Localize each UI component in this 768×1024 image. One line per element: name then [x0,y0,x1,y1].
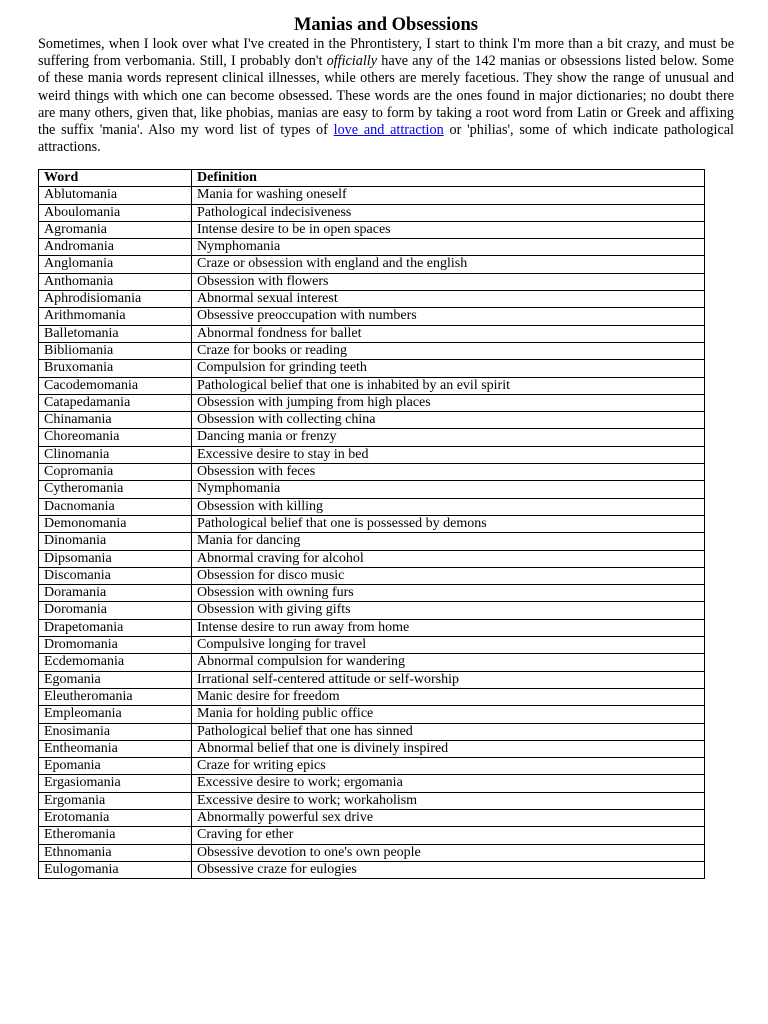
definition-cell: Abnormal belief that one is divinely inspired [192,740,705,757]
definition-cell: Craze for books or reading [192,342,705,359]
table-row [39,619,705,636]
definition-cell: Craving for ether [192,827,705,844]
definition-cell: Obsessive craze for eulogies [192,861,705,878]
definition-cell: Obsession with killing [192,498,705,515]
definition-cell: Excessive desire to work; workaholism [192,792,705,809]
page-title: Manias and Obsessions [293,15,479,35]
word-cell: Copromania [39,464,192,481]
table-row [39,239,705,256]
word-cell: Balletomania [39,325,192,342]
word-cell: Erotomania [39,809,192,826]
header-definition: Definition [192,170,705,187]
table-header-row [39,170,705,187]
definition-cell: Compulsive longing for travel [192,637,705,654]
word-cell: Dinomania [39,533,192,550]
intro-text-1: Sometimes, when I look over what I've created in the Phrontistery, I start to think I'm more than a bit crazy, and must be suffering from verbomania. Still, I probably don't [38,36,734,70]
definition-cell: Excessive desire to work; ergomania [192,775,705,792]
definition-cell: Pathological belief that one is inhabited by an evil spirit [192,377,705,394]
definition-cell: Obsession with feces [192,464,705,481]
word-cell: Doromania [39,602,192,619]
table-row [39,412,705,429]
definition-cell: Compulsion for grinding teeth [192,360,705,377]
definition-cell: Excessive desire to stay in bed [192,446,705,463]
table-row [39,204,705,221]
word-cell: Ecdemomania [39,654,192,671]
definition-cell: Manic desire for freedom [192,688,705,705]
table-row [39,221,705,238]
intro-emphasis: officially [326,53,378,70]
table-row [39,654,705,671]
definition-cell: Obsession with owning furs [192,585,705,602]
intro-text-3: or 'philias', some of which indicate pathological attractions. [38,122,734,156]
word-cell: Chinamania [39,412,192,429]
table-row [39,567,705,584]
intro-text-2: have any of the 142 manias or obsessions listed below. Some of these mania words represent clinical illnesses, while others are merely facetious. They show the range of unusual and weird things with which one can become obsessed. These words are the ones found in major dictionaries; no doubt there are many others, given that, like phobias, manias are easy to form by taking a root word from Latin or Greek and affixing the suffix 'mania'. Also my word list of types of [38,53,734,139]
table-row [39,342,705,359]
definition-cell: Craze or obsession with england and the english [192,256,705,273]
table-row [39,481,705,498]
table-row [39,706,705,723]
definition-cell: Intense desire to be in open spaces [192,221,705,238]
table-row [39,671,705,688]
word-cell: Ergasiomania [39,775,192,792]
document-page [38,14,734,156]
table-row [39,498,705,515]
definition-cell: Mania for dancing [192,533,705,550]
table-row [39,464,705,481]
word-cell: Ergomania [39,792,192,809]
definition-cell: Obsession with giving gifts [192,602,705,619]
word-cell: Etheromania [39,827,192,844]
definition-cell: Pathological indecisiveness [192,204,705,221]
header-word: Word [39,170,192,187]
word-cell: Aphrodisiomania [39,291,192,308]
table-row [39,861,705,878]
table-row [39,446,705,463]
table-body [39,187,705,879]
word-cell: Catapedamania [39,394,192,411]
definition-cell: Obsession with collecting china [192,412,705,429]
word-cell: Drapetomania [39,619,192,636]
table-row [39,515,705,532]
table-row [39,394,705,411]
table-row [39,827,705,844]
table-row [39,792,705,809]
word-cell: Ablutomania [39,187,192,204]
word-cell: Bibliomania [39,342,192,359]
word-cell: Cacodemomania [39,377,192,394]
table-row [39,429,705,446]
definition-cell: Abnormal sexual interest [192,291,705,308]
word-cell: Clinomania [39,446,192,463]
table-row [39,809,705,826]
definition-cell: Obsession with flowers [192,273,705,290]
table-row [39,844,705,861]
definition-cell: Obsession for disco music [192,567,705,584]
table-row [39,637,705,654]
word-cell: Andromania [39,239,192,256]
word-cell: Anglomania [39,256,192,273]
definition-cell: Craze for writing epics [192,758,705,775]
table-row [39,291,705,308]
table-row [39,377,705,394]
word-cell: Egomania [39,671,192,688]
definition-cell: Dancing mania or frenzy [192,429,705,446]
table-row [39,688,705,705]
word-cell: Anthomania [39,273,192,290]
word-cell: Agromania [39,221,192,238]
table-row [39,187,705,204]
word-cell: Epomania [39,758,192,775]
definition-cell: Abnormally powerful sex drive [192,809,705,826]
word-cell: Eulogomania [39,861,192,878]
table-row [39,723,705,740]
table-row [39,360,705,377]
table-row [39,325,705,342]
table-row [39,550,705,567]
word-cell: Dipsomania [39,550,192,567]
word-cell: Demonomania [39,515,192,532]
word-cell: Ethnomania [39,844,192,861]
definition-cell: Nymphomania [192,481,705,498]
love-and-attraction-link[interactable]: love and attraction [333,122,444,139]
table-row [39,308,705,325]
definition-cell: Mania for holding public office [192,706,705,723]
word-cell: Discomania [39,567,192,584]
word-cell: Aboulomania [39,204,192,221]
word-cell: Choreomania [39,429,192,446]
definition-cell: Pathological belief that one is possessed by demons [192,515,705,532]
table-row [39,775,705,792]
definition-cell: Abnormal craving for alcohol [192,550,705,567]
word-cell: Bruxomania [39,360,192,377]
definition-cell: Obsessive preoccupation with numbers [192,308,705,325]
word-cell: Cytheromania [39,481,192,498]
definition-cell: Mania for washing oneself [192,187,705,204]
definition-cell: Obsessive devotion to one's own people [192,844,705,861]
table-row [39,273,705,290]
word-cell: Arithmomania [39,308,192,325]
word-cell: Dacnomania [39,498,192,515]
table-row [39,602,705,619]
definition-cell: Irrational self-centered attitude or self-worship [192,671,705,688]
intro-paragraph [38,36,734,156]
word-cell: Entheomania [39,740,192,757]
word-cell: Enosimania [39,723,192,740]
table-row [39,758,705,775]
word-cell: Dromomania [39,637,192,654]
table-row [39,533,705,550]
table-row [39,256,705,273]
table-row [39,585,705,602]
definition-cell: Nymphomania [192,239,705,256]
definition-cell: Abnormal compulsion for wandering [192,654,705,671]
definition-cell: Abnormal fondness for ballet [192,325,705,342]
manias-table [38,169,705,879]
word-cell: Eleutheromania [39,688,192,705]
definition-cell: Pathological belief that one has sinned [192,723,705,740]
definition-cell: Obsession with jumping from high places [192,394,705,411]
table-row [39,740,705,757]
word-cell: Empleomania [39,706,192,723]
definition-cell: Intense desire to run away from home [192,619,705,636]
word-cell: Doramania [39,585,192,602]
